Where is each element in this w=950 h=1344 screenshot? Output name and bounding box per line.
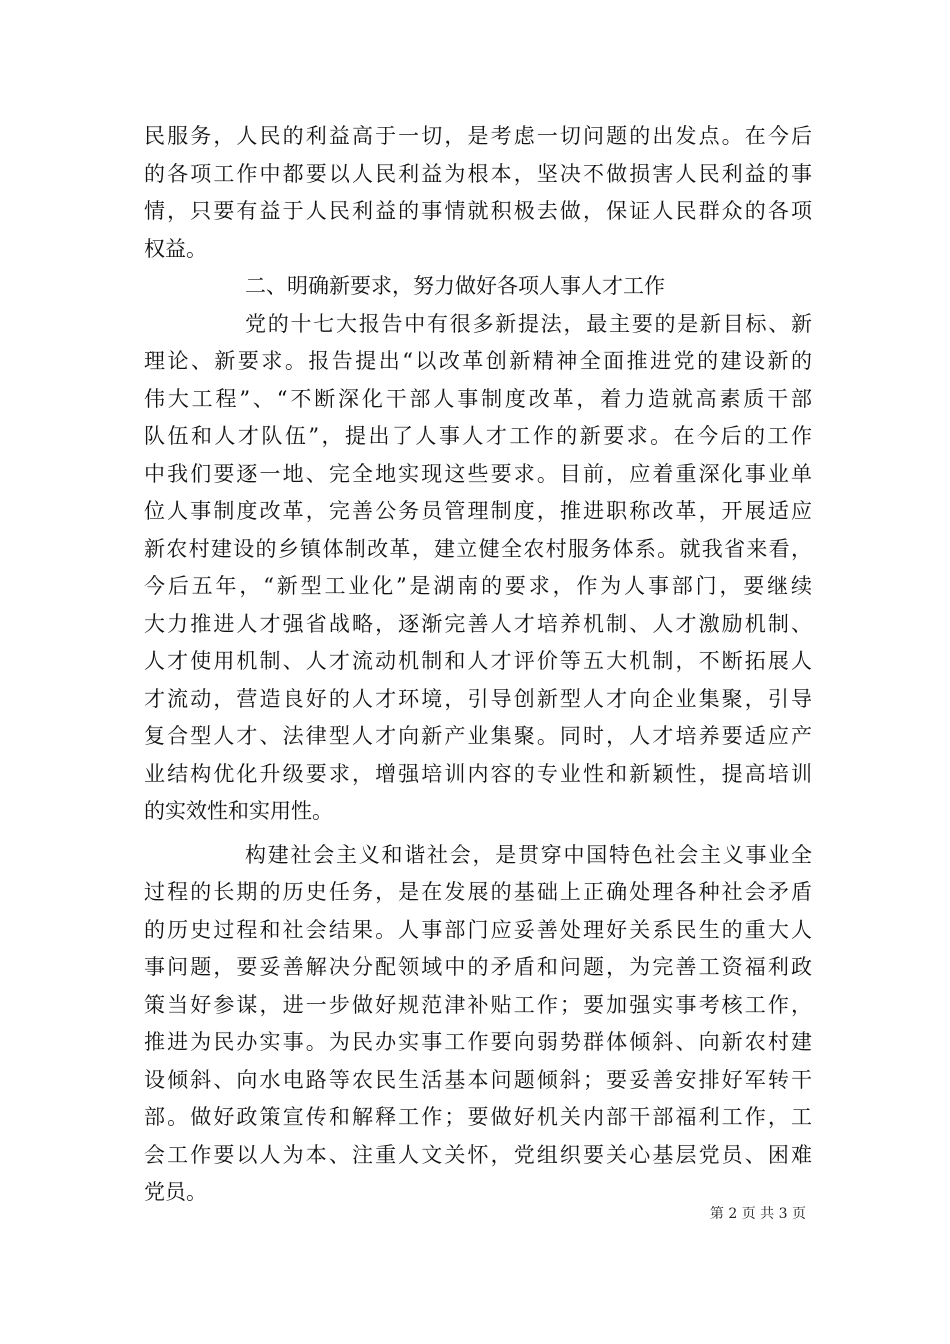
text-line: 事问题，要妥善解决分配领域中的矛盾和问题，为完善工资福利政 (144, 955, 812, 979)
text-line: 会工作要以人为本、注重人文关怀，党组织要关心基层党员、困难 (144, 1142, 812, 1167)
paragraph-new-requirements (144, 306, 812, 831)
text-line: 党员。 (144, 1180, 207, 1204)
text-line: 才流动，营造良好的人才环境，引导创新型人才向企业集聚，引导 (144, 686, 812, 711)
page-number: 第 2 页 共 3 页 (709, 1206, 806, 1222)
paragraph-harmonious-society (144, 837, 812, 1212)
document-body (144, 118, 812, 1212)
text-line: 今后五年，“新型工业化”是湖南的要求，作为人事部门，要继续 (144, 574, 812, 598)
text-line: 大力推进人才强省战略，逐渐完善人才培养机制、人才激励机制、 (144, 611, 812, 636)
text-line: 位人事制度改革，完善公务员管理制度，推进职称改革，开展适应 (144, 499, 812, 523)
text-line: 业结构优化升级要求，增强培训内容的专业性和新颖性，提高培训 (144, 761, 812, 786)
text-line: 过程的长期的历史任务，是在发展的基础上正确处理各种社会矛盾 (144, 880, 812, 904)
paragraph-continuation (144, 118, 812, 268)
text-line: 情，只要有益于人民利益的事情就积极去做，保证人民群众的各项 (144, 199, 812, 223)
text-line: 党的十七大报告中有很多新提法，最主要的是新目标、新 (245, 311, 812, 336)
text-line: 伟大工程”、“不断深化干部人事制度改革，着力造就高素质干部 (144, 386, 812, 411)
text-line: 人才使用机制、人才流动机制和人才评价等五大机制，不断拓展人 (144, 649, 812, 673)
text-line: 策当好参谋，进一步做好规范津补贴工作；要加强实事考核工作， (144, 992, 812, 1017)
section-heading (144, 268, 812, 306)
text-line: 理论、新要求。报告提出“以改革创新精神全面推进党的建设新的 (144, 349, 812, 373)
text-line: 的历史过程和社会结果。人事部门应妥善处理好关系民生的重大人 (144, 917, 812, 942)
text-line: 的各项工作中都要以人民利益为根本，坚决不做损害人民利益的事 (144, 161, 812, 186)
text-line: 构建社会主义和谐社会，是贯穿中国特色社会主义事业全 (245, 842, 812, 867)
text-line: 部。做好政策宣传和解释工作；要做好机关内部干部福利工作，工 (144, 1105, 812, 1129)
text-line: 复合型人才、法律型人才向新产业集聚。同时，人才培养要适应产 (144, 724, 812, 748)
text-line: 设倾斜、向水电路等农民生活基本问题倾斜；要妥善安排好军转干 (144, 1067, 812, 1092)
text-line: 推进为民办实事。为民办实事工作要向弱势群体倾斜、向新农村建 (144, 1030, 812, 1054)
text-line: 中我们要逐一地、完全地实现这些要求。目前，应着重深化事业单 (144, 461, 812, 486)
text-line: 队伍和人才队伍”，提出了人事人才工作的新要求。在今后的工作 (144, 424, 812, 448)
heading-text: 二、明确新要求，努力做好各项人事人才工作 (245, 274, 665, 298)
text-line: 新农村建设的乡镇体制改革，建立健全农村服务体系。就我省来看， (144, 536, 812, 561)
text-line: 的实效性和实用性。 (144, 799, 333, 823)
text-line: 民服务，人民的利益高于一切，是考虑一切问题的出发点。在今后 (144, 124, 812, 148)
text-line: 权益。 (144, 236, 207, 261)
